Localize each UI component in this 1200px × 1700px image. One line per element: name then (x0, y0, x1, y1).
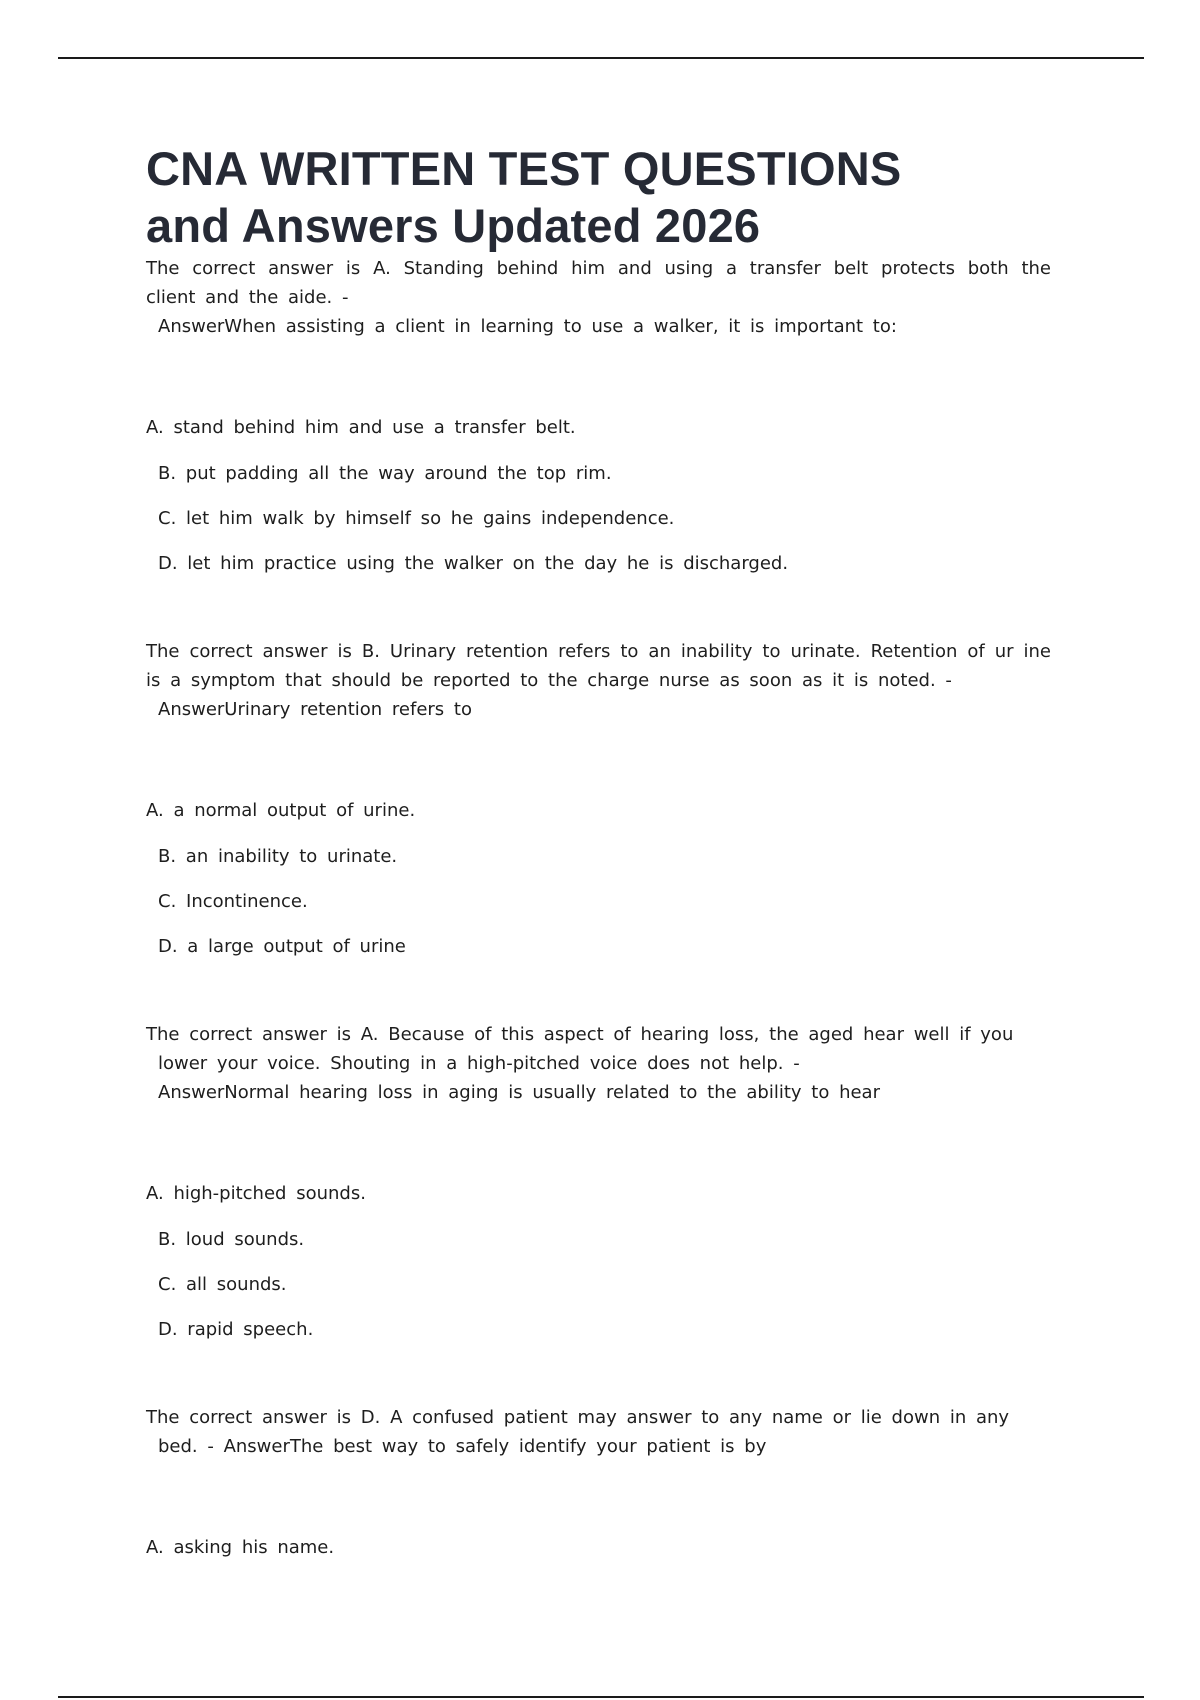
explanation-line-1: The correct answer is D. A confused patient may answer to any name or lie down in any (146, 1407, 1010, 1428)
option-d: D. rapid speech. (158, 1319, 314, 1340)
explanation-line-2: lower your voice. Shouting in a high-pitched voice does not help. - (158, 1053, 800, 1074)
question-text: AnswerUrinary retention refers to (158, 699, 472, 720)
option-d: D. a large output of urine (158, 936, 406, 957)
answer-options (146, 1537, 1051, 1559)
explanation-line-1: The correct answer is A. Because of this aspect of hearing loss, the aged hear well if you (146, 1024, 1014, 1045)
explanation-line-2: bed. - AnswerThe best way to safely identify your patient is by (158, 1436, 767, 1457)
question-text: AnswerNormal hearing loss in aging is usually related to the ability to hear (158, 1082, 880, 1103)
answer-options (146, 800, 1051, 958)
question-text: AnswerWhen assisting a client in learning to use a walker, it is important to: (158, 316, 897, 337)
option-c: C. let him walk by himself so he gains independence. (158, 508, 675, 529)
option-b: B. an inability to urinate. (158, 846, 398, 867)
question-block-2 (146, 637, 1051, 958)
document-title (146, 140, 1051, 254)
answer-explanation (146, 1020, 1051, 1107)
option-d: D. let him practice using the walker on the day he is discharged. (158, 553, 789, 574)
document-page (146, 140, 1051, 1583)
answer-explanation (146, 254, 1051, 341)
option-a: A. stand behind him and use a transfer belt. (146, 417, 576, 438)
title-line-1: CNA WRITTEN TEST QUESTIONS (146, 142, 902, 195)
option-a: A. a normal output of urine. (146, 800, 416, 821)
option-b: B. loud sounds. (158, 1229, 305, 1250)
explanation-text: The correct answer is A. Standing behind him and using a transfer belt protects both the client and the aide. - (146, 258, 1051, 308)
option-a: A. asking his name. (146, 1537, 335, 1558)
option-a: A. high-pitched sounds. (146, 1183, 366, 1204)
title-line-2: and Answers Updated 2026 (146, 199, 761, 252)
question-block-3 (146, 1020, 1051, 1341)
answer-options (146, 1183, 1051, 1341)
answer-explanation (146, 637, 1051, 724)
footer-rule (58, 1696, 1144, 1698)
answer-options (146, 417, 1051, 575)
explanation-text: The correct answer is B. Urinary retention refers to an inability to urinate. Retention of ur ine is a symptom that should be reported to the charge nurse as soon as it is noted. - (146, 641, 1051, 691)
header-rule (58, 57, 1144, 59)
question-block-4 (146, 1403, 1051, 1559)
option-c: C. all sounds. (158, 1274, 287, 1295)
answer-explanation (146, 1403, 1051, 1461)
option-c: C. Incontinence. (158, 891, 308, 912)
question-block-1 (146, 254, 1051, 575)
option-b: B. put padding all the way around the top rim. (158, 463, 612, 484)
